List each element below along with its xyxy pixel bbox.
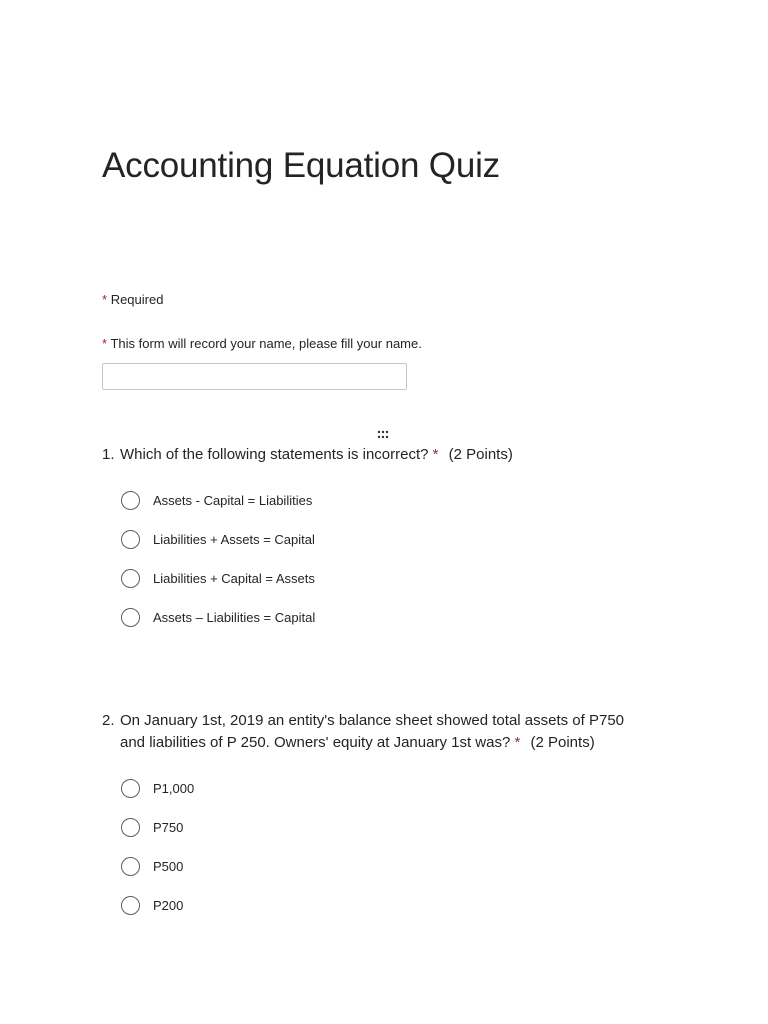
required-label: Required <box>110 292 164 307</box>
question-text <box>120 444 642 466</box>
option-label: P500 <box>153 858 184 874</box>
radio-unselected-icon[interactable] <box>121 569 140 588</box>
required-note <box>102 292 163 307</box>
option-item[interactable] <box>102 778 642 798</box>
option-item[interactable] <box>102 607 642 627</box>
option-label: Liabilities + Capital = Assets <box>153 570 315 586</box>
radio-unselected-icon[interactable] <box>121 818 140 837</box>
options-list <box>102 490 642 627</box>
question-prompt: On January 1st, 2019 an entity's balance sheet showed total assets of P750 and liabilities of P 250. Owners' equity at January 1st was? <box>120 712 625 751</box>
option-item[interactable] <box>102 490 642 510</box>
radio-unselected-icon[interactable] <box>121 779 140 798</box>
options-list <box>102 778 642 915</box>
option-item[interactable] <box>102 529 642 549</box>
question-number: 2. <box>102 712 115 729</box>
question-header <box>102 444 642 466</box>
question-1 <box>102 444 642 646</box>
question-number: 1. <box>102 446 115 463</box>
drag-handle-icon[interactable] <box>377 430 393 440</box>
option-item[interactable] <box>102 568 642 588</box>
option-label: Liabilities + Assets = Capital <box>153 531 315 547</box>
option-label: Assets – Liabilities = Capital <box>153 609 316 625</box>
name-question-label <box>102 336 422 351</box>
option-label: P200 <box>153 897 184 913</box>
radio-unselected-icon[interactable] <box>121 491 140 510</box>
question-points: (2 Points) <box>530 734 595 751</box>
radio-unselected-icon[interactable] <box>121 896 140 915</box>
question-text <box>120 710 642 754</box>
name-input[interactable] <box>102 363 407 390</box>
question-header <box>102 710 642 754</box>
option-item[interactable] <box>102 856 642 876</box>
option-label: P1,000 <box>153 780 195 796</box>
required-star: * <box>102 336 108 351</box>
radio-unselected-icon[interactable] <box>121 530 140 549</box>
radio-unselected-icon[interactable] <box>121 857 140 876</box>
option-item[interactable] <box>102 817 642 837</box>
required-star: * <box>432 446 439 463</box>
option-item[interactable] <box>102 895 642 915</box>
name-prompt-text: This form will record your name, please fill your name. <box>110 336 422 351</box>
form-title: Accounting Equation Quiz <box>102 146 500 185</box>
option-label: Assets - Capital = Liabilities <box>153 492 313 508</box>
radio-unselected-icon[interactable] <box>121 608 140 627</box>
question-points: (2 Points) <box>448 446 513 463</box>
option-label: P750 <box>153 819 184 835</box>
required-star: * <box>514 734 521 751</box>
question-prompt: Which of the following statements is incorrect? <box>120 446 429 463</box>
required-star: * <box>102 292 108 307</box>
question-2 <box>102 710 642 934</box>
